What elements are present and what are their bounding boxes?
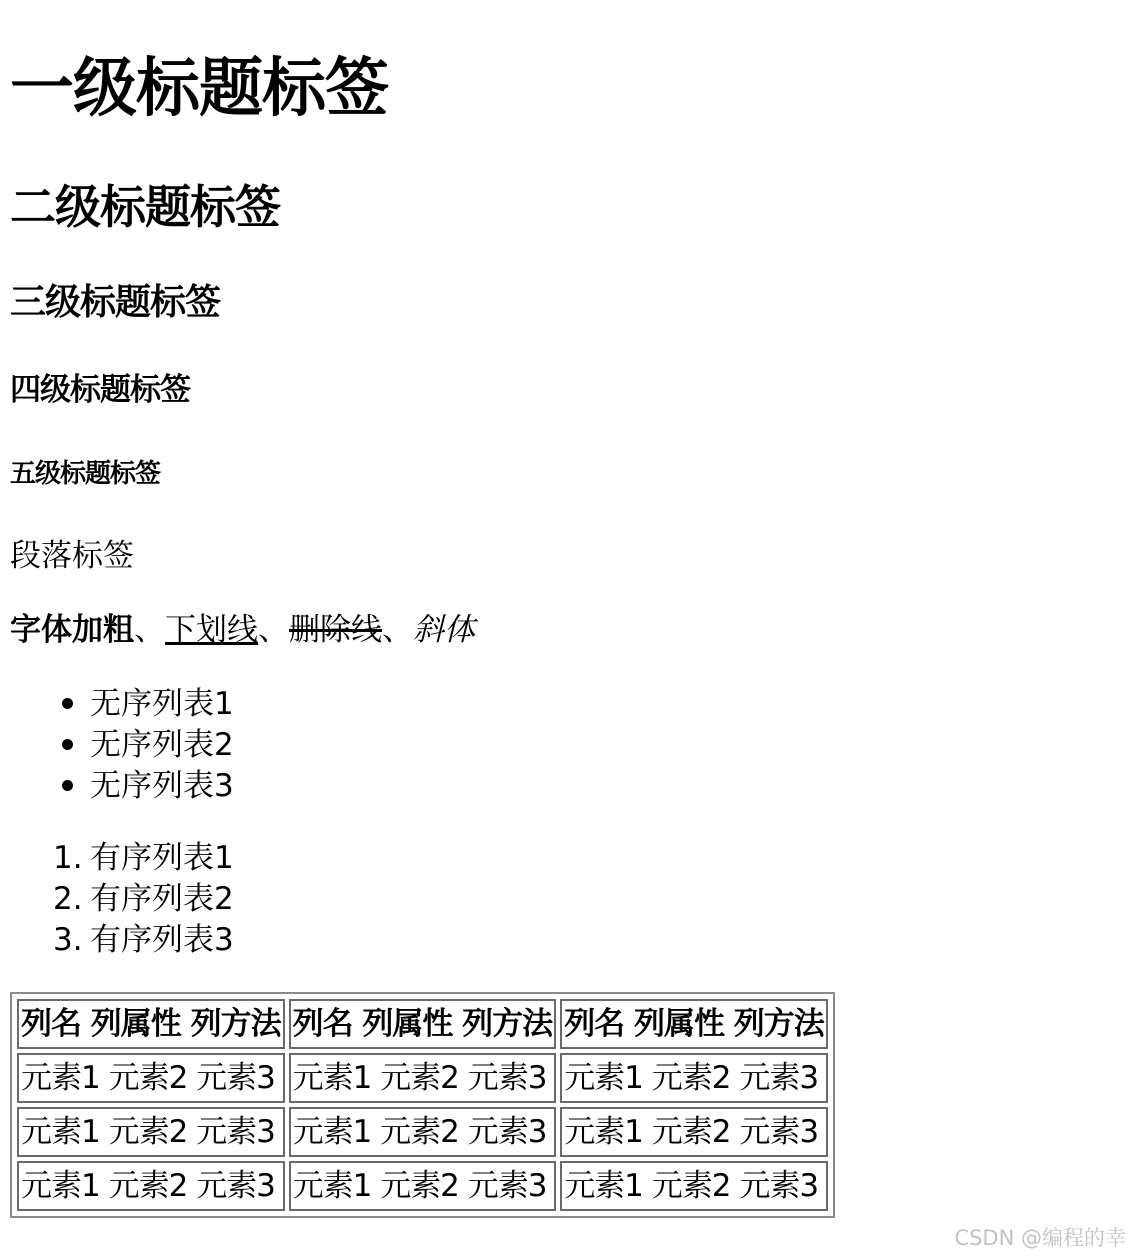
list-item-label: 无序列表3 <box>90 768 234 804</box>
bullet-icon <box>62 698 73 709</box>
list-number: 1. <box>53 840 83 876</box>
strikethrough-text: 删除线 <box>289 612 382 648</box>
list-item <box>53 879 234 920</box>
table-cell: 元素1 元素2 元素3 <box>289 1161 557 1211</box>
list-item-label: 无序列表2 <box>90 727 234 763</box>
list-item <box>90 684 234 725</box>
paragraph: 段落标签 <box>10 538 134 574</box>
watermark: CSDN @编程的幸 <box>954 1226 1126 1250</box>
heading-level-3: 三级标题标签 <box>10 282 221 323</box>
list-item-label: 有序列表2 <box>90 881 234 917</box>
table-container <box>10 992 835 1218</box>
table-header-cell: 列名 列属性 列方法 <box>289 999 557 1049</box>
unordered-list <box>90 684 234 807</box>
table-row <box>17 1107 828 1157</box>
table-header-cell: 列名 列属性 列方法 <box>17 999 285 1049</box>
bold-text: 字体加粗 <box>10 612 134 648</box>
separator: 、 <box>134 612 165 648</box>
list-item-label: 有序列表1 <box>90 840 234 876</box>
table-cell: 元素1 元素2 元素3 <box>560 1107 828 1157</box>
table-cell: 元素1 元素2 元素3 <box>17 1107 285 1157</box>
list-number: 3. <box>53 922 83 958</box>
ordered-list <box>53 838 234 961</box>
heading-level-2: 二级标题标签 <box>10 180 280 234</box>
table-row <box>17 1053 828 1103</box>
list-item-label: 无序列表1 <box>90 686 234 722</box>
underlined-text: 下划线 <box>165 612 258 648</box>
heading-level-1: 一级标题标签 <box>10 52 388 126</box>
table-header-cell: 列名 列属性 列方法 <box>560 999 828 1049</box>
table-row <box>17 1161 828 1211</box>
separator: 、 <box>382 612 413 648</box>
italic-text: 斜体 <box>413 612 475 648</box>
bullet-icon <box>62 780 73 791</box>
list-number: 2. <box>53 881 83 917</box>
separator: 、 <box>258 612 289 648</box>
heading-level-4: 四级标题标签 <box>10 372 190 408</box>
table-cell: 元素1 元素2 元素3 <box>17 1161 285 1211</box>
heading-level-5: 五级标题标签 <box>10 459 161 489</box>
table-cell: 元素1 元素2 元素3 <box>560 1053 828 1103</box>
list-item-label: 有序列表3 <box>90 922 234 958</box>
list-item <box>90 725 234 766</box>
table-header-row <box>17 999 828 1049</box>
bullet-icon <box>62 739 73 750</box>
text-format-line <box>10 610 475 650</box>
list-item <box>53 920 234 961</box>
table-cell: 元素1 元素2 元素3 <box>17 1053 285 1103</box>
list-item <box>90 766 234 807</box>
table-cell: 元素1 元素2 元素3 <box>560 1161 828 1211</box>
table-cell: 元素1 元素2 元素3 <box>289 1053 557 1103</box>
table-cell: 元素1 元素2 元素3 <box>289 1107 557 1157</box>
list-item <box>53 838 234 879</box>
data-table <box>10 992 835 1218</box>
